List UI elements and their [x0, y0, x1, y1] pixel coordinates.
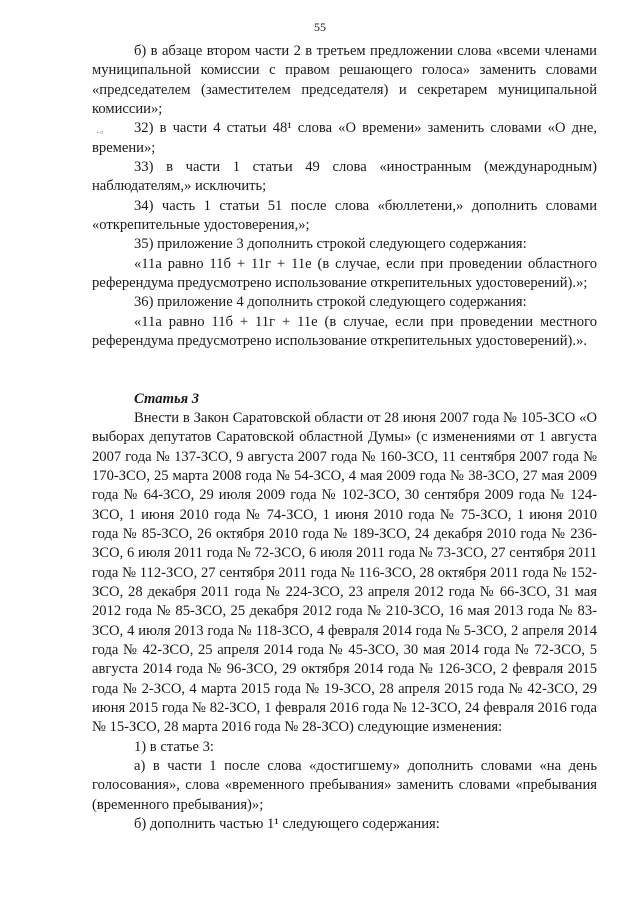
paragraph: а) в части 1 после слова «достигшему» дополнить словами «на день голосования», слова «временного пребывания» заменить словами «пребывания (временного пребывания)»; — [92, 758, 597, 813]
paragraph: 36) приложение 4 дополнить строкой следующего содержания: — [134, 294, 527, 311]
paragraph: 34) часть 1 статьи 51 после слова «бюллетени,» дополнить словами «открепительные удостоверения,»; — [92, 197, 597, 234]
scan-mark: ·◦ — [96, 127, 104, 139]
paragraph: 32) в части 4 статьи 48¹ слова «О времени» заменить словами «О дне, времени»; — [92, 120, 597, 156]
page-number: 55 — [314, 20, 326, 34]
paragraph: б) в абзаце втором части 2 в третьем предложении слова «всеми членами муниципальной комиссии с правом решающего голоса» заменить словами «председателем (заместителем председателя) и секретарем муниципальной комиссии»; — [92, 43, 597, 118]
paragraph: 33) в части 1 статьи 49 слова «иностранным (международным) наблюдателям,» исключить; — [92, 159, 597, 195]
paragraph: б) дополнить частью 1¹ следующего содержания: — [134, 816, 440, 833]
paragraph: «11а равно 11б + 11г + 11е (в случае, если при проведении местного референдума предусмотрено использование открепительных удостоверений).». — [92, 313, 597, 350]
paragraph: 35) приложение 3 дополнить строкой следующего содержания: — [134, 236, 527, 253]
document-body — [92, 42, 597, 834]
article-heading: Статья 3 — [134, 390, 200, 407]
article-intro: Внести в Закон Саратовской области от 28 июня 2007 года № 105-ЗСО «О выборах депутатов Саратовской областной Думы» (с изменениями от 1 августа 2007 года № 137-ЗСО, 9 августа 2007 года № 160-ЗСО, 11 сентября 2007 года № 170-ЗСО, 25 марта 2008 года № 54-ЗСО, 4 мая 2009 года № 38-ЗСО, 27 мая 2009 года № 64-ЗСО, 29 июля 2009 года № 102-ЗСО, 30 сентября 2009 года № 124-ЗСО, 1 июня 2010 года № 74-ЗСО, 1 июня 2010 года № 75-ЗСО, 1 июня 2010 года № 85-ЗСО, 26 октября 2010 года № 189-ЗСО, 24 декабря 2010 года № 236-ЗСО, 6 июля 2011 года № 72-ЗСО, 6 июля 2011 года № 73-ЗСО, 27 сентября 2011 года № 112-ЗСО, 27 сентября 2011 года № 116-ЗСО, 28 октября 2011 года № 152-ЗСО, 28 декабря 2011 года № 224-ЗСО, 23 апреля 2012 года № 66-ЗСО, 31 мая 2012 года № 85-ЗСО, 25 декабря 2012 года № 210-ЗСО, 16 мая 2013 года № 83-ЗСО, 4 июля 2013 года № 118-ЗСО, 4 февраля 2014 года № 5-ЗСО, 2 апреля 2014 года № 42-ЗСО, 25 апреля 2014 года № 45-ЗСО, 30 мая 2014 года № 72-ЗСО, 5 августа 2014 года № 96-ЗСО, 29 октября 2014 года № 126-ЗСО, 2 февраля 2015 года № 2-ЗСО, 4 марта 2015 года № 19-ЗСО, 28 апреля 2015 года № 42-ЗСО, 29 июня 2015 года № 82-ЗСО, 1 февраля 2016 года № 12-ЗСО, 24 февраля 2016 года № 15-ЗСО, 28 марта 2016 года № 28-ЗСО) следующие изменения: — [92, 409, 597, 736]
paragraph: «11а равно 11б + 11г + 11е (в случае, если при проведении областного референдума предусмотрено использование открепительных удостоверений).»; — [92, 255, 597, 292]
paragraph: 1) в статье 3: — [134, 738, 214, 755]
spacer — [92, 352, 597, 371]
